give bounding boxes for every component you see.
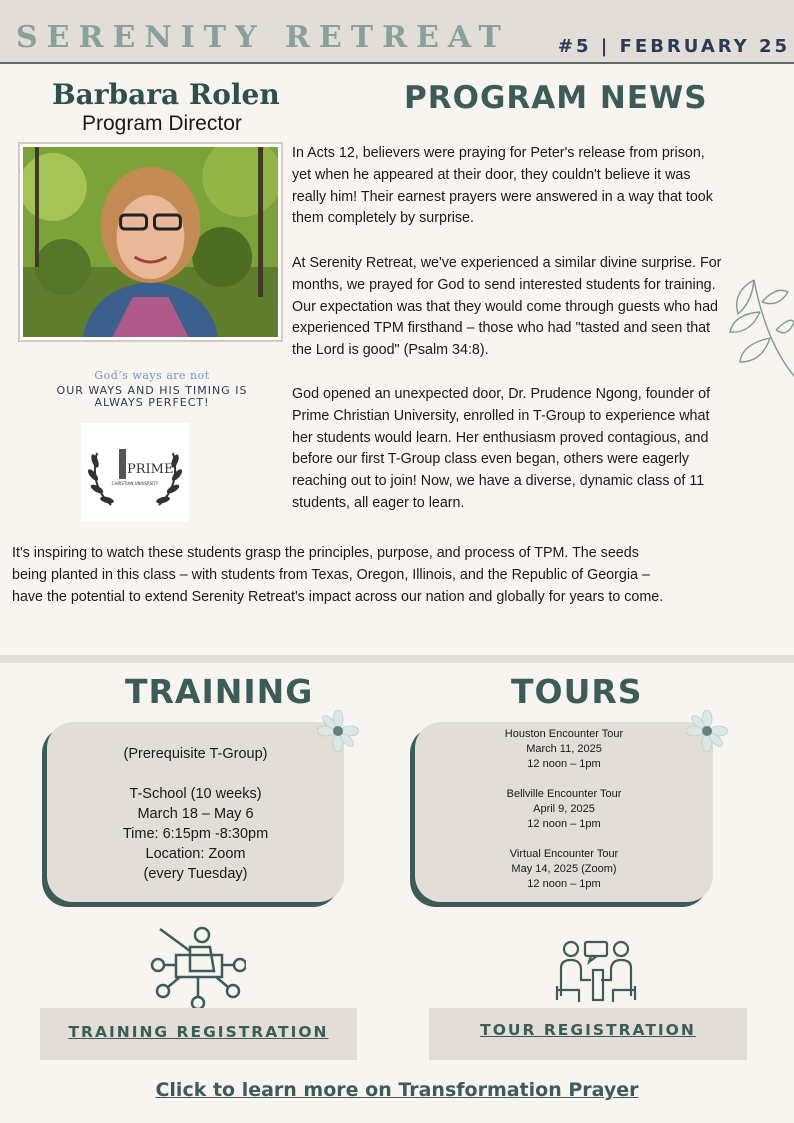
director-title: Program Director xyxy=(82,112,242,135)
tour-name: Houston Encounter Tour xyxy=(504,728,624,740)
flower-icon xyxy=(686,710,728,752)
training-location: Location: Zoom xyxy=(145,846,246,862)
newsletter-brand: SERENITY RETREAT xyxy=(16,20,510,55)
quote-line-2: OUR WAYS AND HIS TIMING IS ALWAYS PERFECT! xyxy=(56,384,248,409)
tour-time: 12 noon – 1pm xyxy=(527,878,601,890)
training-time: Time: 6:15pm -8:30pm xyxy=(122,826,269,842)
header-bar xyxy=(0,0,794,64)
tours-card xyxy=(415,722,713,902)
training-course: T-School (10 weeks) xyxy=(129,786,262,802)
training-prereq: (Prerequisite T-Group) xyxy=(123,746,268,762)
meeting-conversation-icon xyxy=(553,940,639,1004)
training-card xyxy=(47,722,344,902)
director-name: Barbara Rolen xyxy=(52,78,280,111)
teacher-presentation-icon xyxy=(150,925,246,1011)
transformation-prayer-link[interactable]: Click to learn more on Transformation Prayer xyxy=(155,1079,639,1101)
tour-date: May 14, 2025 (Zoom) xyxy=(511,863,617,875)
logo-subtext: CHRISTIAN UNIVERSITY xyxy=(111,481,159,486)
training-registration-button[interactable]: TRAINING REGISTRATION xyxy=(40,1008,357,1060)
tour-time: 12 noon – 1pm xyxy=(527,758,601,770)
tour-name: Bellville Encounter Tour xyxy=(506,788,622,800)
news-paragraph: In Acts 12, believers were praying for Peter's release from prison, yet when he appeared at their door, they couldn't believe it was really him! Their earnest prayers were answered in a way that took them completely by surprise. xyxy=(292,145,713,227)
tour-date: April 9, 2025 xyxy=(533,803,595,815)
tour-time: 12 noon – 1pm xyxy=(527,818,601,830)
prime-university-logo xyxy=(81,423,189,522)
news-paragraph: At Serenity Retreat, we've experienced a similar divine surprise. For months, we prayed for God to send interested students for training. Our expectation was that they would come through guests who had experienced TPM firsthand – those who had "tasted and seen that the Lord is good" (Psalm 34:8). xyxy=(292,255,722,359)
tour-name: Virtual Encounter Tour xyxy=(509,848,619,860)
tours-heading: TOURS xyxy=(511,672,643,711)
training-day: (every Tuesday) xyxy=(143,866,248,882)
logo-wordmark: PRIME xyxy=(127,462,174,477)
training-heading: TRAINING xyxy=(125,672,314,711)
section-divider xyxy=(0,655,794,663)
director-photo xyxy=(18,142,283,342)
tour-date: March 11, 2025 xyxy=(526,743,602,755)
flower-icon xyxy=(317,710,359,752)
training-dates: March 18 – May 6 xyxy=(137,806,254,822)
program-news-title: PROGRAM NEWS xyxy=(404,80,708,116)
quote-line-1: God’s ways are not xyxy=(94,369,210,382)
news-paragraph: It's inspiring to watch these students grasp the principles, purpose, and process of TPM. The seeds being planted in this class – with students from Texas, Oregon, Illinois, and the Republic of Georgia – have the potential to extend Serenity Retreat's impact across our nation and globally for years to come. xyxy=(12,545,664,605)
issue-date: #5 | FEBRUARY 25 xyxy=(557,36,790,57)
news-paragraph: God opened an unexpected door, Dr. Prudence Ngong, founder of Prime Christian University, enrolled in T-Group to experience what her students would learn. Her enthusiasm proved contagious, and before our first T-Group class even began, others were eagerly reaching out to join! Now, we have a diverse, dynamic class of 11 students, all eager to learn. xyxy=(292,386,711,511)
leaf-branch-icon xyxy=(726,272,794,380)
tour-registration-button[interactable]: TOUR REGISTRATION xyxy=(429,1008,747,1060)
